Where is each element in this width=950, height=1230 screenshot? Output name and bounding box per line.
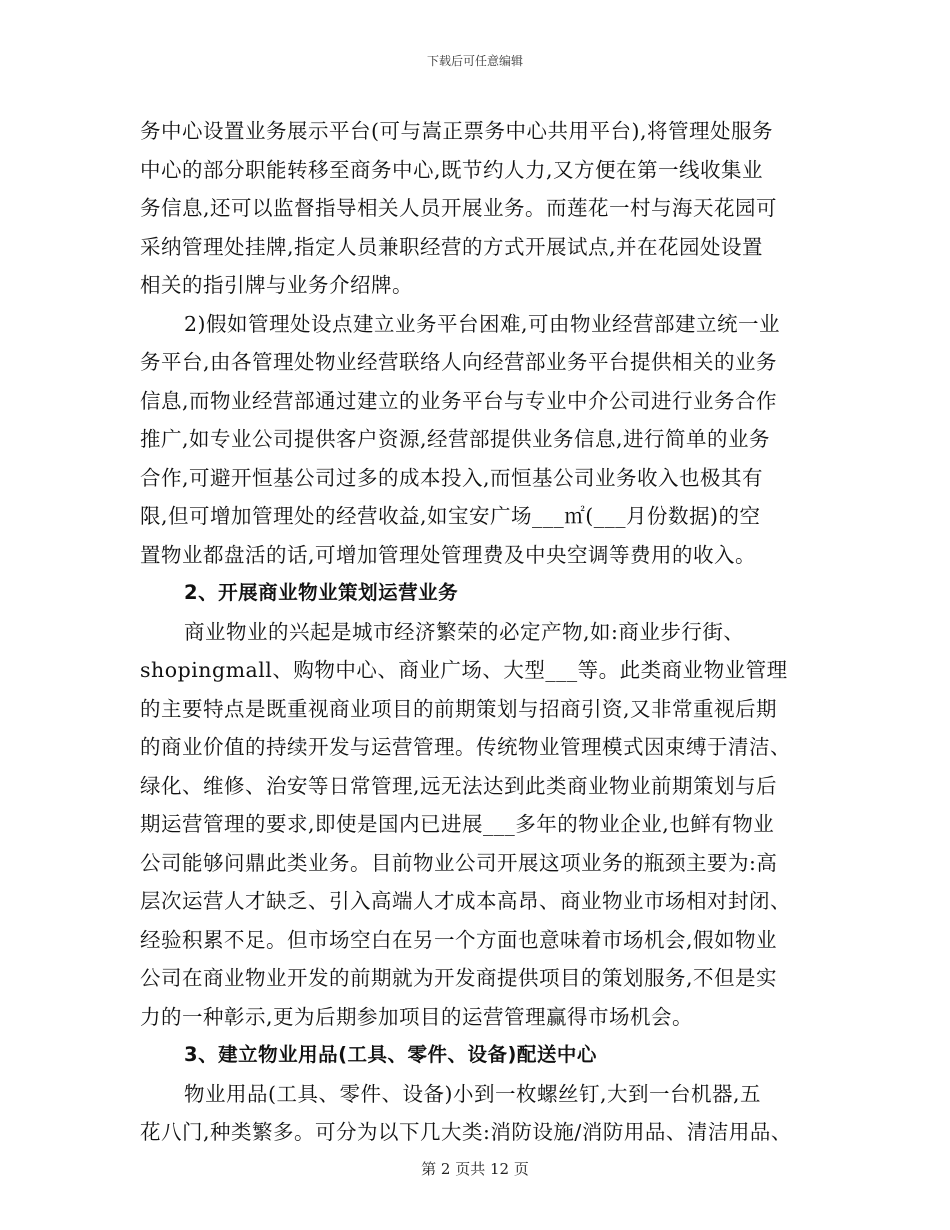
document-body <box>140 112 820 1152</box>
text-line: 的主要特点是既重视商业项目的前期策划与招商引资,又非常重视后期 <box>140 696 778 721</box>
text-line: 公司能够问鼎此类业务。目前物业公司开展这项业务的瓶颈主要为:高 <box>140 850 778 875</box>
text-line: shopingmall、购物中心、商业广场、大型___等。此类商业物业管理 <box>140 658 788 682</box>
text-line: 相关的指引牌与业务介绍牌。 <box>140 273 413 297</box>
text-line: 务信息,还可以监督指导相关人员开展业务。而莲花一村与海天花园可 <box>140 196 778 220</box>
text-line: 公司在商业物业开发的前期就为开发商提供项目的策划服务,不但是实 <box>140 966 778 990</box>
paragraph-start-line: 物业用品(工具、零件、设备)小到一枚螺丝钉,大到一台机器,五 <box>184 1081 762 1106</box>
text-line: 信息,而物业经营部通过建立的业务平台与专业中介公司进行业务合作 <box>140 388 778 413</box>
text-line: 务中心设置业务展示平台(可与嵩正票务中心共用平台),将管理处服务 <box>140 119 774 143</box>
paragraph-start-line: 商业物业的兴起是城市经济繁荣的必定产物,如:商业步行街、 <box>184 619 745 644</box>
text-line: 层次运营人才缺乏、引入高端人才成本高昂、商业物业市场相对封闭、 <box>140 889 791 913</box>
text-line: 力的一种彰示,更为后期参加项目的运营管理赢得市场机会。 <box>140 1004 694 1029</box>
text-line: 务平台,由各管理处物业经营联络人向经营部业务平台提供相关的业务 <box>140 350 778 374</box>
text-line: 中心的部分职能转移至商务中心,既节约人力,又方便在第一线收集业 <box>140 157 764 182</box>
paragraph-start-line: 2)假如管理处设点建立业务平台困难,可由物业经营部建立统一业 <box>184 311 781 336</box>
text-line: 经验积累不足。但市场空白在另一个方面也意味着市场机会,假如物业 <box>140 927 778 952</box>
text-line: 花八门,种类繁多。可分为以下几大类:消防设施/消防用品、清洁用品、 <box>140 1120 792 1144</box>
page-footer: 第 2 页共 12 页 <box>421 1160 529 1178</box>
text-line: 推广,如专业公司提供客户资源,经营部提供业务信息,进行简单的业务 <box>140 427 771 451</box>
text-line: 绿化、维修、治安等日常管理,远无法达到此类商业物业前期策划与后 <box>140 773 778 798</box>
text-line: 合作,可避开恒基公司过多的成本投入,而恒基公司业务收入也极其有 <box>140 465 764 490</box>
text-line: 的商业价值的持续开发与运营管理。传统物业管理模式因束缚于清洁、 <box>140 735 791 759</box>
text-line: 置物业都盘活的话,可增加管理处管理费及中央空调等费用的收入。 <box>140 542 757 567</box>
section-heading-2: 2、开展商业物业策划运营业务 <box>184 581 459 604</box>
page-header: 下载后可任意编辑 <box>426 54 523 68</box>
text-line: 期运营管理的要求,即使是国内已进展___多年的物业企业,也鲜有物业 <box>140 812 775 836</box>
text-line: 限,但可增加管理处的经营收益,如宝安广场___㎡(___月份数据)的空 <box>140 504 761 528</box>
section-heading-3: 3、建立物业用品(工具、零件、设备)配送中心 <box>184 1043 597 1066</box>
text-line: 采纳管理处挂牌,指定人员兼职经营的方式开展试点,并在花园处设置 <box>140 234 764 259</box>
